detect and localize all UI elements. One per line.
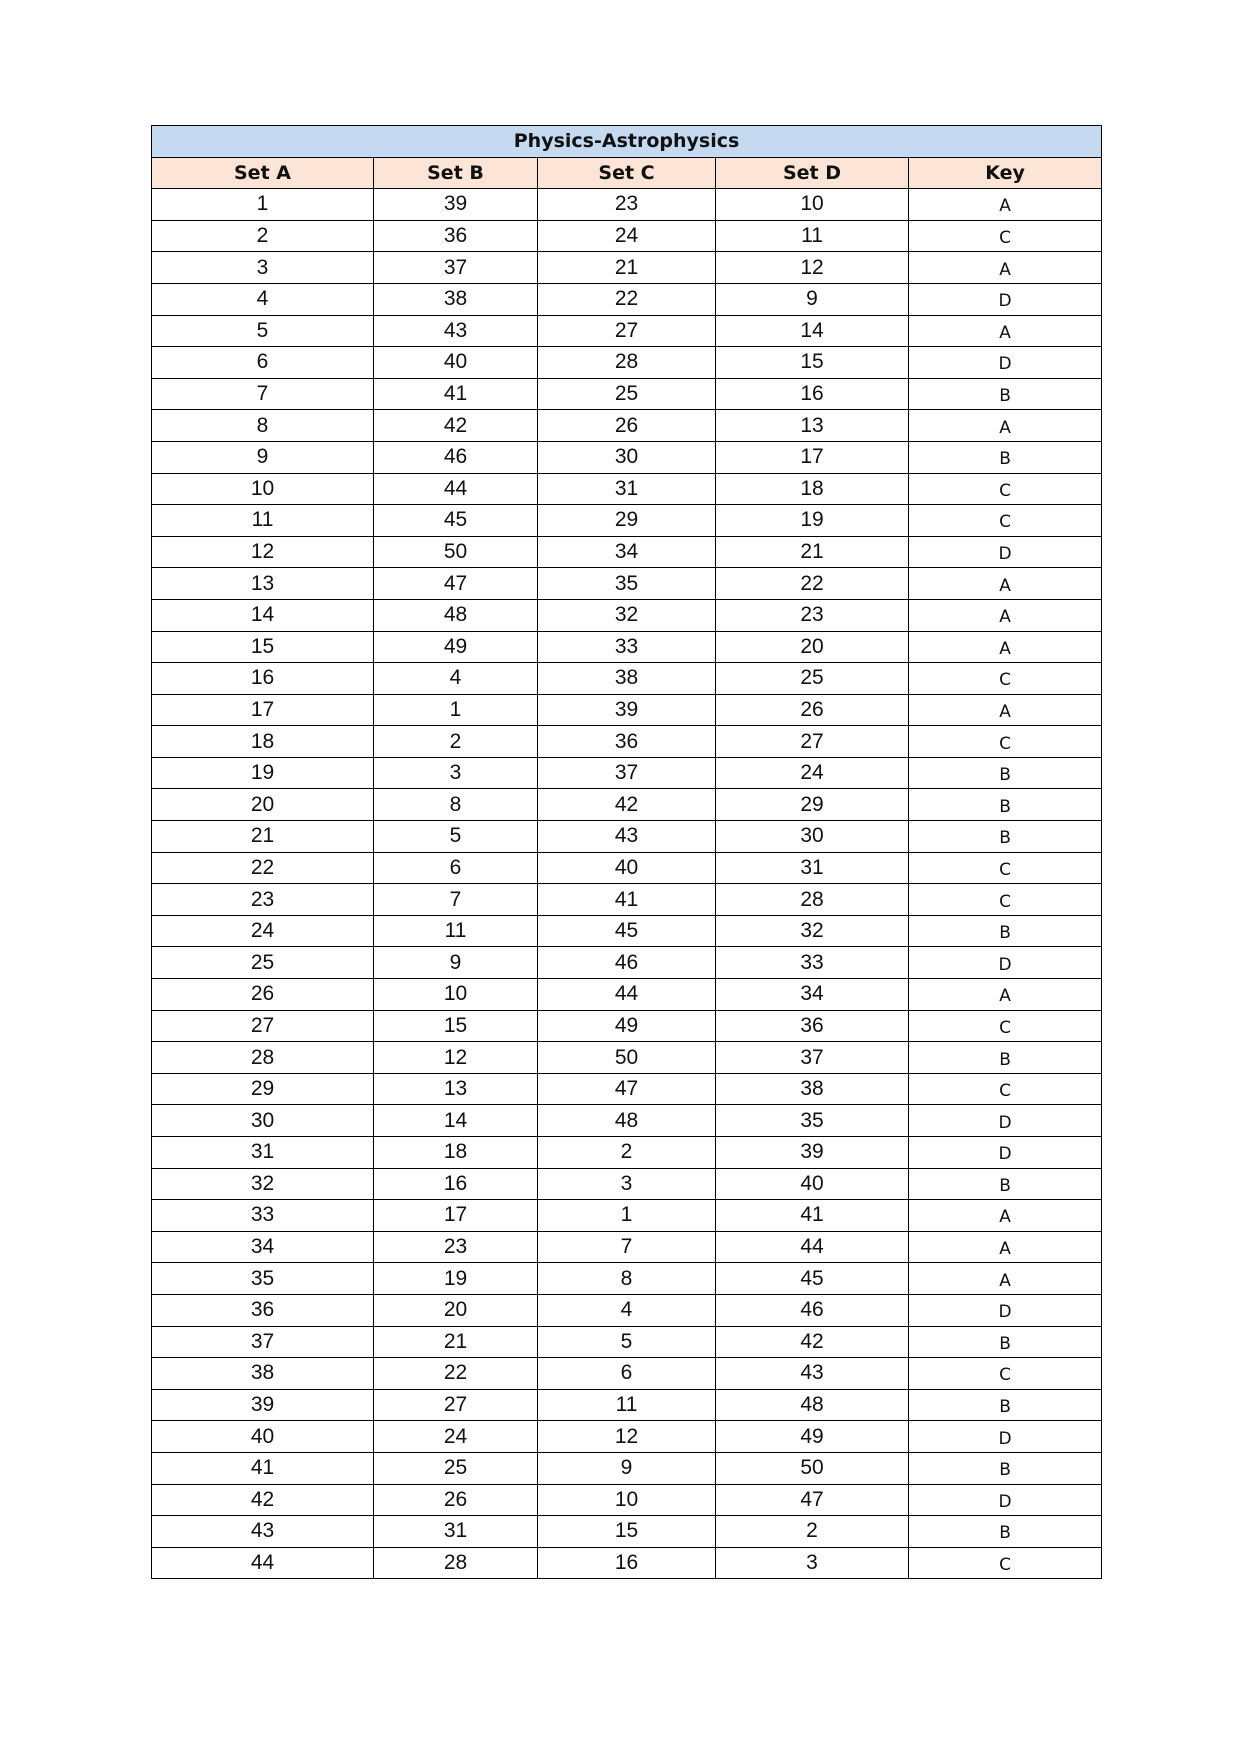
key-cell: D bbox=[909, 283, 1102, 315]
set-c-cell: 27 bbox=[538, 315, 716, 347]
key-cell: C bbox=[909, 505, 1102, 537]
set-d-cell: 48 bbox=[716, 1389, 909, 1421]
set-b-cell: 2 bbox=[374, 726, 538, 758]
key-cell: B bbox=[909, 915, 1102, 947]
set-a-cell: 20 bbox=[152, 789, 374, 821]
set-b-cell: 48 bbox=[374, 599, 538, 631]
key-cell: C bbox=[909, 473, 1102, 505]
set-b-cell: 3 bbox=[374, 757, 538, 789]
set-c-cell: 12 bbox=[538, 1421, 716, 1453]
set-d-cell: 47 bbox=[716, 1484, 909, 1516]
table-row bbox=[152, 1294, 1102, 1326]
table-row bbox=[152, 536, 1102, 568]
set-a-cell: 10 bbox=[152, 473, 374, 505]
set-c-cell: 43 bbox=[538, 821, 716, 853]
set-a-cell: 17 bbox=[152, 694, 374, 726]
set-c-cell: 42 bbox=[538, 789, 716, 821]
set-c-cell: 26 bbox=[538, 410, 716, 442]
set-d-cell: 44 bbox=[716, 1231, 909, 1263]
header-row bbox=[152, 157, 1102, 189]
set-c-cell: 37 bbox=[538, 757, 716, 789]
key-cell: A bbox=[909, 410, 1102, 442]
table-row bbox=[152, 789, 1102, 821]
key-cell: D bbox=[909, 1137, 1102, 1169]
key-cell: B bbox=[909, 821, 1102, 853]
key-cell: C bbox=[909, 1010, 1102, 1042]
set-b-cell: 40 bbox=[374, 347, 538, 379]
set-b-cell: 10 bbox=[374, 979, 538, 1011]
set-d-cell: 14 bbox=[716, 315, 909, 347]
set-d-cell: 3 bbox=[716, 1547, 909, 1579]
set-d-cell: 18 bbox=[716, 473, 909, 505]
key-cell: A bbox=[909, 694, 1102, 726]
set-d-cell: 42 bbox=[716, 1326, 909, 1358]
header-set-a: Set A bbox=[152, 157, 374, 189]
set-c-cell: 50 bbox=[538, 1042, 716, 1074]
set-a-cell: 1 bbox=[152, 189, 374, 221]
set-c-cell: 10 bbox=[538, 1484, 716, 1516]
set-a-cell: 27 bbox=[152, 1010, 374, 1042]
set-c-cell: 30 bbox=[538, 441, 716, 473]
set-b-cell: 12 bbox=[374, 1042, 538, 1074]
key-cell: D bbox=[909, 1421, 1102, 1453]
answer-key-sheet bbox=[151, 125, 1101, 1579]
set-d-cell: 12 bbox=[716, 252, 909, 284]
set-c-cell: 8 bbox=[538, 1263, 716, 1295]
set-b-cell: 43 bbox=[374, 315, 538, 347]
set-a-cell: 35 bbox=[152, 1263, 374, 1295]
set-d-cell: 46 bbox=[716, 1294, 909, 1326]
set-c-cell: 48 bbox=[538, 1105, 716, 1137]
set-d-cell: 49 bbox=[716, 1421, 909, 1453]
set-d-cell: 39 bbox=[716, 1137, 909, 1169]
set-b-cell: 21 bbox=[374, 1326, 538, 1358]
set-a-cell: 39 bbox=[152, 1389, 374, 1421]
set-d-cell: 30 bbox=[716, 821, 909, 853]
table-row bbox=[152, 189, 1102, 221]
set-d-cell: 34 bbox=[716, 979, 909, 1011]
set-d-cell: 11 bbox=[716, 220, 909, 252]
set-d-cell: 37 bbox=[716, 1042, 909, 1074]
table-row bbox=[152, 821, 1102, 853]
set-d-cell: 27 bbox=[716, 726, 909, 758]
set-b-cell: 5 bbox=[374, 821, 538, 853]
set-b-cell: 38 bbox=[374, 283, 538, 315]
key-cell: B bbox=[909, 789, 1102, 821]
header-set-b: Set B bbox=[374, 157, 538, 189]
key-cell: A bbox=[909, 315, 1102, 347]
set-c-cell: 11 bbox=[538, 1389, 716, 1421]
set-c-cell: 9 bbox=[538, 1452, 716, 1484]
set-a-cell: 19 bbox=[152, 757, 374, 789]
table-row bbox=[152, 757, 1102, 789]
table-row bbox=[152, 1547, 1102, 1579]
set-d-cell: 22 bbox=[716, 568, 909, 600]
set-a-cell: 37 bbox=[152, 1326, 374, 1358]
set-b-cell: 42 bbox=[374, 410, 538, 442]
set-c-cell: 22 bbox=[538, 283, 716, 315]
set-d-cell: 32 bbox=[716, 915, 909, 947]
key-cell: B bbox=[909, 1168, 1102, 1200]
set-b-cell: 17 bbox=[374, 1200, 538, 1232]
set-b-cell: 6 bbox=[374, 852, 538, 884]
table-row bbox=[152, 441, 1102, 473]
set-c-cell: 15 bbox=[538, 1516, 716, 1548]
set-d-cell: 40 bbox=[716, 1168, 909, 1200]
set-b-cell: 14 bbox=[374, 1105, 538, 1137]
table-row bbox=[152, 283, 1102, 315]
set-b-cell: 39 bbox=[374, 189, 538, 221]
key-cell: B bbox=[909, 1516, 1102, 1548]
set-a-cell: 25 bbox=[152, 947, 374, 979]
set-d-cell: 50 bbox=[716, 1452, 909, 1484]
key-cell: C bbox=[909, 852, 1102, 884]
set-c-cell: 38 bbox=[538, 663, 716, 695]
set-a-cell: 7 bbox=[152, 378, 374, 410]
table-row bbox=[152, 1010, 1102, 1042]
set-a-cell: 38 bbox=[152, 1358, 374, 1390]
set-b-cell: 20 bbox=[374, 1294, 538, 1326]
table-row bbox=[152, 1231, 1102, 1263]
set-b-cell: 16 bbox=[374, 1168, 538, 1200]
set-a-cell: 12 bbox=[152, 536, 374, 568]
key-cell: B bbox=[909, 441, 1102, 473]
set-d-cell: 9 bbox=[716, 283, 909, 315]
set-c-cell: 21 bbox=[538, 252, 716, 284]
set-a-cell: 16 bbox=[152, 663, 374, 695]
key-cell: D bbox=[909, 1105, 1102, 1137]
table-row bbox=[152, 378, 1102, 410]
set-b-cell: 25 bbox=[374, 1452, 538, 1484]
set-a-cell: 30 bbox=[152, 1105, 374, 1137]
set-c-cell: 45 bbox=[538, 915, 716, 947]
key-cell: A bbox=[909, 1263, 1102, 1295]
table-row bbox=[152, 1516, 1102, 1548]
table-row bbox=[152, 1421, 1102, 1453]
set-b-cell: 15 bbox=[374, 1010, 538, 1042]
set-c-cell: 33 bbox=[538, 631, 716, 663]
table-row bbox=[152, 663, 1102, 695]
set-a-cell: 14 bbox=[152, 599, 374, 631]
set-c-cell: 4 bbox=[538, 1294, 716, 1326]
key-cell: B bbox=[909, 757, 1102, 789]
table-row bbox=[152, 1200, 1102, 1232]
set-a-cell: 29 bbox=[152, 1073, 374, 1105]
title-row bbox=[152, 126, 1102, 158]
header-key: Key bbox=[909, 157, 1102, 189]
key-cell: A bbox=[909, 1231, 1102, 1263]
set-b-cell: 49 bbox=[374, 631, 538, 663]
key-cell: A bbox=[909, 631, 1102, 663]
table-row bbox=[152, 505, 1102, 537]
table-row bbox=[152, 884, 1102, 916]
key-cell: A bbox=[909, 252, 1102, 284]
key-cell: A bbox=[909, 979, 1102, 1011]
set-a-cell: 28 bbox=[152, 1042, 374, 1074]
table-row bbox=[152, 947, 1102, 979]
set-b-cell: 9 bbox=[374, 947, 538, 979]
key-cell: C bbox=[909, 1547, 1102, 1579]
set-b-cell: 11 bbox=[374, 915, 538, 947]
set-d-cell: 17 bbox=[716, 441, 909, 473]
set-d-cell: 26 bbox=[716, 694, 909, 726]
header-set-c: Set C bbox=[538, 157, 716, 189]
set-d-cell: 13 bbox=[716, 410, 909, 442]
set-b-cell: 45 bbox=[374, 505, 538, 537]
set-c-cell: 34 bbox=[538, 536, 716, 568]
set-a-cell: 18 bbox=[152, 726, 374, 758]
header-set-d: Set D bbox=[716, 157, 909, 189]
set-b-cell: 18 bbox=[374, 1137, 538, 1169]
table-row bbox=[152, 410, 1102, 442]
key-cell: C bbox=[909, 1358, 1102, 1390]
table-row bbox=[152, 1042, 1102, 1074]
table-row bbox=[152, 1073, 1102, 1105]
set-d-cell: 43 bbox=[716, 1358, 909, 1390]
set-a-cell: 40 bbox=[152, 1421, 374, 1453]
key-cell: C bbox=[909, 1073, 1102, 1105]
set-c-cell: 7 bbox=[538, 1231, 716, 1263]
set-b-cell: 28 bbox=[374, 1547, 538, 1579]
set-b-cell: 27 bbox=[374, 1389, 538, 1421]
set-c-cell: 6 bbox=[538, 1358, 716, 1390]
set-b-cell: 36 bbox=[374, 220, 538, 252]
set-a-cell: 32 bbox=[152, 1168, 374, 1200]
set-c-cell: 49 bbox=[538, 1010, 716, 1042]
set-c-cell: 47 bbox=[538, 1073, 716, 1105]
set-b-cell: 7 bbox=[374, 884, 538, 916]
table-row bbox=[152, 1263, 1102, 1295]
set-d-cell: 36 bbox=[716, 1010, 909, 1042]
set-a-cell: 23 bbox=[152, 884, 374, 916]
set-b-cell: 4 bbox=[374, 663, 538, 695]
key-cell: C bbox=[909, 884, 1102, 916]
set-a-cell: 42 bbox=[152, 1484, 374, 1516]
set-d-cell: 16 bbox=[716, 378, 909, 410]
set-d-cell: 41 bbox=[716, 1200, 909, 1232]
table-row bbox=[152, 915, 1102, 947]
set-d-cell: 29 bbox=[716, 789, 909, 821]
set-c-cell: 41 bbox=[538, 884, 716, 916]
set-d-cell: 24 bbox=[716, 757, 909, 789]
set-c-cell: 5 bbox=[538, 1326, 716, 1358]
set-a-cell: 41 bbox=[152, 1452, 374, 1484]
key-cell: C bbox=[909, 726, 1102, 758]
set-a-cell: 36 bbox=[152, 1294, 374, 1326]
set-a-cell: 34 bbox=[152, 1231, 374, 1263]
set-c-cell: 23 bbox=[538, 189, 716, 221]
set-d-cell: 2 bbox=[716, 1516, 909, 1548]
set-a-cell: 6 bbox=[152, 347, 374, 379]
set-a-cell: 43 bbox=[152, 1516, 374, 1548]
set-a-cell: 3 bbox=[152, 252, 374, 284]
set-c-cell: 36 bbox=[538, 726, 716, 758]
table-row bbox=[152, 1137, 1102, 1169]
set-d-cell: 15 bbox=[716, 347, 909, 379]
table-row bbox=[152, 1358, 1102, 1390]
table-row bbox=[152, 1452, 1102, 1484]
table-row bbox=[152, 1168, 1102, 1200]
set-a-cell: 4 bbox=[152, 283, 374, 315]
key-cell: C bbox=[909, 663, 1102, 695]
set-d-cell: 35 bbox=[716, 1105, 909, 1137]
table-row bbox=[152, 252, 1102, 284]
set-d-cell: 19 bbox=[716, 505, 909, 537]
key-cell: D bbox=[909, 1484, 1102, 1516]
key-cell: B bbox=[909, 1452, 1102, 1484]
set-d-cell: 23 bbox=[716, 599, 909, 631]
set-c-cell: 39 bbox=[538, 694, 716, 726]
set-b-cell: 8 bbox=[374, 789, 538, 821]
set-a-cell: 31 bbox=[152, 1137, 374, 1169]
table-row bbox=[152, 220, 1102, 252]
set-d-cell: 33 bbox=[716, 947, 909, 979]
set-b-cell: 47 bbox=[374, 568, 538, 600]
table-row bbox=[152, 1389, 1102, 1421]
set-a-cell: 9 bbox=[152, 441, 374, 473]
table-row bbox=[152, 631, 1102, 663]
set-c-cell: 2 bbox=[538, 1137, 716, 1169]
answer-key-table bbox=[151, 125, 1102, 1579]
key-cell: C bbox=[909, 220, 1102, 252]
set-c-cell: 1 bbox=[538, 1200, 716, 1232]
table-row bbox=[152, 1105, 1102, 1137]
table-row bbox=[152, 473, 1102, 505]
set-d-cell: 25 bbox=[716, 663, 909, 695]
key-cell: D bbox=[909, 536, 1102, 568]
set-a-cell: 22 bbox=[152, 852, 374, 884]
set-c-cell: 44 bbox=[538, 979, 716, 1011]
set-c-cell: 46 bbox=[538, 947, 716, 979]
set-a-cell: 8 bbox=[152, 410, 374, 442]
set-b-cell: 23 bbox=[374, 1231, 538, 1263]
set-d-cell: 31 bbox=[716, 852, 909, 884]
set-b-cell: 19 bbox=[374, 1263, 538, 1295]
set-a-cell: 11 bbox=[152, 505, 374, 537]
set-b-cell: 37 bbox=[374, 252, 538, 284]
set-a-cell: 26 bbox=[152, 979, 374, 1011]
set-b-cell: 44 bbox=[374, 473, 538, 505]
key-cell: B bbox=[909, 1042, 1102, 1074]
table-row bbox=[152, 315, 1102, 347]
key-cell: A bbox=[909, 189, 1102, 221]
set-a-cell: 2 bbox=[152, 220, 374, 252]
table-row bbox=[152, 1484, 1102, 1516]
set-a-cell: 15 bbox=[152, 631, 374, 663]
key-cell: A bbox=[909, 599, 1102, 631]
key-cell: D bbox=[909, 947, 1102, 979]
set-c-cell: 28 bbox=[538, 347, 716, 379]
set-d-cell: 38 bbox=[716, 1073, 909, 1105]
table-body bbox=[152, 189, 1102, 1579]
set-d-cell: 10 bbox=[716, 189, 909, 221]
table-row bbox=[152, 347, 1102, 379]
set-b-cell: 26 bbox=[374, 1484, 538, 1516]
set-c-cell: 16 bbox=[538, 1547, 716, 1579]
set-c-cell: 25 bbox=[538, 378, 716, 410]
key-cell: B bbox=[909, 1389, 1102, 1421]
set-c-cell: 32 bbox=[538, 599, 716, 631]
set-b-cell: 46 bbox=[374, 441, 538, 473]
table-row bbox=[152, 726, 1102, 758]
key-cell: A bbox=[909, 568, 1102, 600]
key-cell: D bbox=[909, 1294, 1102, 1326]
set-d-cell: 21 bbox=[716, 536, 909, 568]
set-d-cell: 28 bbox=[716, 884, 909, 916]
set-b-cell: 13 bbox=[374, 1073, 538, 1105]
table-row bbox=[152, 1326, 1102, 1358]
table-row bbox=[152, 599, 1102, 631]
set-b-cell: 41 bbox=[374, 378, 538, 410]
set-c-cell: 24 bbox=[538, 220, 716, 252]
table-row bbox=[152, 979, 1102, 1011]
set-d-cell: 20 bbox=[716, 631, 909, 663]
set-a-cell: 5 bbox=[152, 315, 374, 347]
table-row bbox=[152, 852, 1102, 884]
table-row bbox=[152, 694, 1102, 726]
set-c-cell: 31 bbox=[538, 473, 716, 505]
set-a-cell: 21 bbox=[152, 821, 374, 853]
key-cell: D bbox=[909, 347, 1102, 379]
key-cell: B bbox=[909, 378, 1102, 410]
set-d-cell: 45 bbox=[716, 1263, 909, 1295]
set-b-cell: 1 bbox=[374, 694, 538, 726]
set-b-cell: 24 bbox=[374, 1421, 538, 1453]
set-b-cell: 31 bbox=[374, 1516, 538, 1548]
set-a-cell: 33 bbox=[152, 1200, 374, 1232]
set-b-cell: 50 bbox=[374, 536, 538, 568]
table-row bbox=[152, 568, 1102, 600]
set-c-cell: 35 bbox=[538, 568, 716, 600]
set-b-cell: 22 bbox=[374, 1358, 538, 1390]
set-c-cell: 29 bbox=[538, 505, 716, 537]
key-cell: B bbox=[909, 1326, 1102, 1358]
set-a-cell: 44 bbox=[152, 1547, 374, 1579]
key-cell: A bbox=[909, 1200, 1102, 1232]
set-c-cell: 40 bbox=[538, 852, 716, 884]
set-a-cell: 24 bbox=[152, 915, 374, 947]
table-title: Physics-Astrophysics bbox=[152, 126, 1102, 158]
set-c-cell: 3 bbox=[538, 1168, 716, 1200]
set-a-cell: 13 bbox=[152, 568, 374, 600]
